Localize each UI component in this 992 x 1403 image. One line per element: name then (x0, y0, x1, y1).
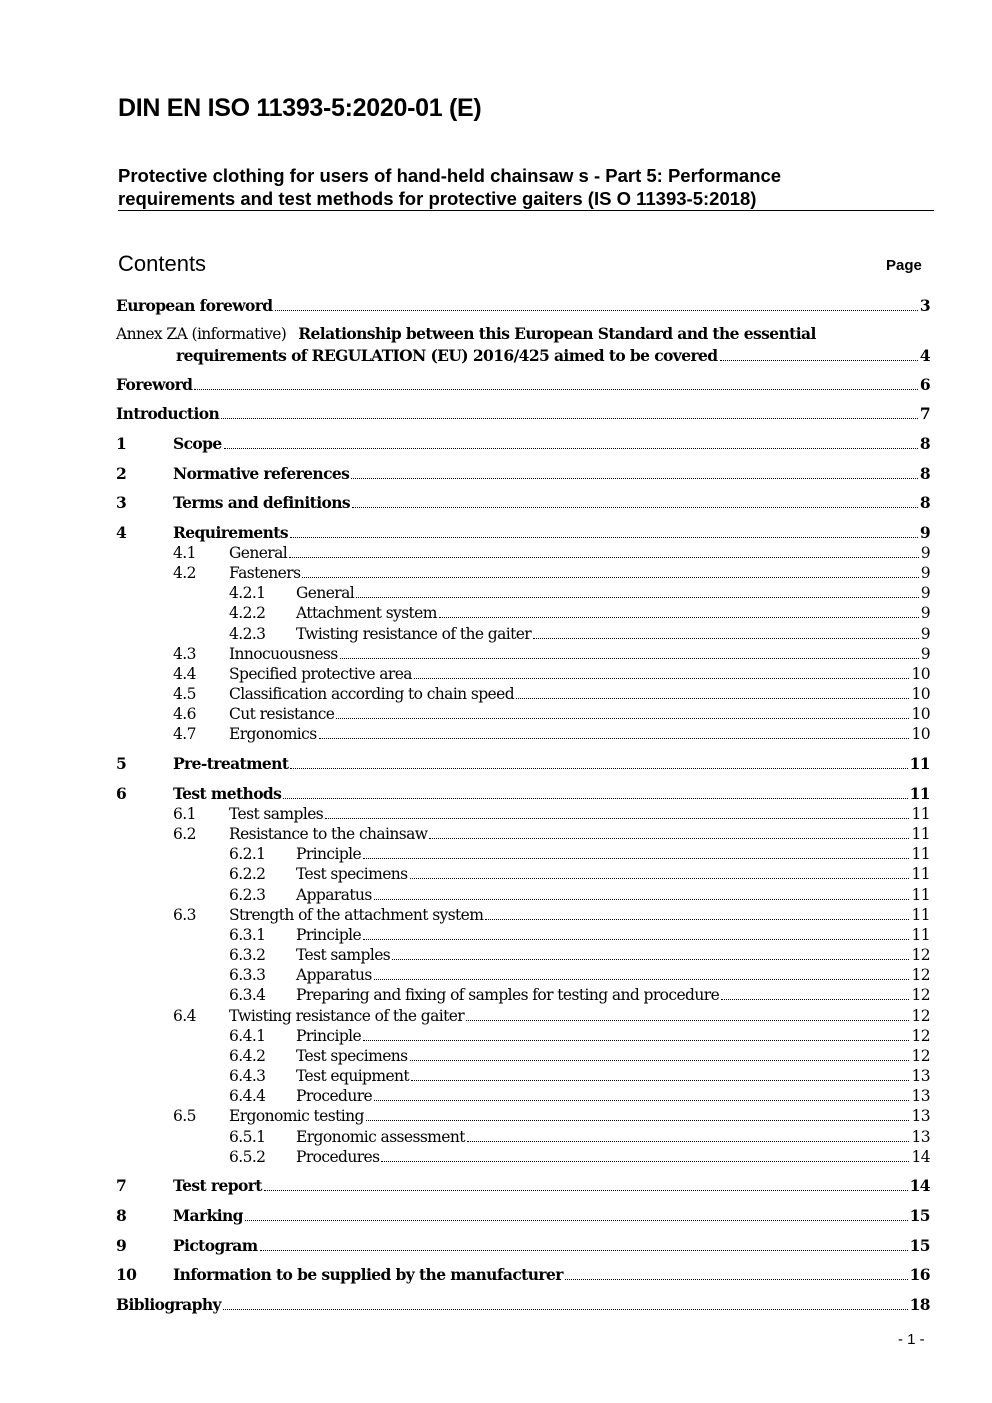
toc-entry-text: Pre-treatment (173, 754, 289, 773)
toc-entry-page: 11 (911, 805, 930, 823)
toc-leader-dots (245, 1219, 908, 1221)
toc-leader-dots (410, 1059, 910, 1061)
toc-leader-dots (466, 1019, 909, 1021)
toc-entry-number: 6.2.1 (229, 845, 266, 863)
toc-entry-number: 3 (116, 493, 127, 512)
contents-heading: Contents (118, 251, 207, 276)
toc-entry-page: 12 (911, 986, 930, 1004)
toc-leader-dots (221, 417, 918, 419)
toc-entry-text: European foreword (116, 296, 273, 315)
toc-leader-dots (410, 877, 910, 879)
toc-entry-text: Procedures (296, 1148, 380, 1166)
toc-entry-text: Normative references (173, 464, 350, 483)
toc-entry-text: Pictogram (173, 1236, 258, 1255)
annex-title-line-2: requirements of REGULATION (EU) 2016/425 aimed to be covered (176, 346, 718, 365)
toc-entry-text: Test equipment (296, 1067, 410, 1085)
toc-entry-page: 11 (909, 754, 930, 773)
toc-entry-text: Apparatus (296, 886, 372, 904)
toc-entry-number: 6.2.3 (229, 886, 266, 904)
toc-entry-number: 6.4.3 (229, 1067, 266, 1085)
toc-entry-page: 14 (911, 1148, 930, 1166)
toc-entry-text: Test report (173, 1176, 262, 1195)
toc-entry-page: 16 (909, 1265, 930, 1284)
toc-entry-number: 4.2.3 (229, 625, 266, 643)
toc-entry-4-2-2[interactable] (229, 602, 930, 624)
toc-leader-dots (439, 616, 919, 618)
toc-leader-dots (325, 817, 909, 819)
toc-entry-page: 8 (919, 434, 930, 453)
toc-entry-text: Requirements (173, 523, 288, 542)
toc-entry-number: 4 (116, 523, 127, 542)
toc-leader-dots (223, 1308, 908, 1310)
toc-entry-page: 8 (919, 464, 930, 483)
toc-entry-text: Strength of the attachment system (229, 906, 484, 924)
toc-entry-text: Ergonomic assessment (296, 1128, 465, 1146)
toc-entry-text: Scope (173, 434, 222, 453)
toc-entry-text: Test specimens (296, 1047, 408, 1065)
subtitle-line-1: Protective clothing for users of hand-held chainsaw s - Part 5: Performance (118, 165, 782, 186)
toc-entry-page: 12 (911, 1027, 930, 1045)
toc-entry-4-2[interactable] (173, 562, 930, 584)
toc-leader-dots (392, 958, 909, 960)
toc-entry-6-4-3[interactable] (229, 1065, 930, 1087)
toc-entry-6-3-2[interactable] (229, 944, 930, 966)
toc-entry-page: 12 (911, 966, 930, 984)
toc-entry-text: Twisting resistance of the gaiter (229, 1007, 465, 1025)
toc-entry-6-5[interactable] (173, 1105, 930, 1127)
toc-entry-introduction[interactable] (116, 403, 930, 425)
toc-entry-number: 4.7 (173, 725, 196, 743)
toc-entry-4-2-3[interactable] (229, 623, 930, 645)
toc-entry-number: 6.4.4 (229, 1087, 266, 1105)
toc-entry-text: Specified protective area (229, 665, 412, 683)
toc-entry-page: 15 (909, 1236, 930, 1255)
toc-entry-page: 3 (919, 296, 930, 315)
toc-entry-page: 11 (911, 825, 930, 843)
toc-entry-1[interactable] (116, 433, 930, 455)
toc-entry-6-2-2[interactable] (229, 863, 930, 885)
toc-entry-text: Test specimens (296, 865, 408, 883)
toc-entry-page: 9 (920, 584, 930, 602)
toc-entry-number: 6 (116, 784, 127, 803)
toc-entry-text: Marking (173, 1206, 243, 1225)
toc-entry-text: Twisting resistance of the gaiter (296, 625, 532, 643)
toc-entry-9[interactable] (116, 1235, 930, 1257)
toc-entry-page: 13 (911, 1087, 930, 1105)
toc-entry-text: Information to be supplied by the manufacturer (173, 1265, 563, 1284)
toc-leader-dots (290, 767, 907, 769)
toc-entry-number: 6.4 (173, 1007, 196, 1025)
toc-entry-page: 12 (911, 946, 930, 964)
toc-entry-text: Attachment system (296, 604, 437, 622)
toc-entry-text: General (229, 544, 288, 562)
toc-entry-text: Principle (296, 1027, 362, 1045)
toc-entry-6-5-1[interactable] (229, 1126, 930, 1148)
toc-leader-dots (720, 359, 918, 361)
toc-entry-10[interactable] (116, 1264, 930, 1286)
toc-entry-text: Principle (296, 926, 362, 944)
toc-entry-4-3[interactable] (173, 643, 930, 665)
toc-entry-number: 4.1 (173, 544, 196, 562)
toc-leader-dots (414, 677, 910, 679)
toc-entry-6-2-3[interactable] (229, 884, 930, 906)
toc-entry-text: Test samples (229, 805, 324, 823)
toc-entry-number: 6.3.4 (229, 986, 266, 1004)
toc-entry-number: 4.2.1 (229, 584, 266, 602)
toc-entry-6-3[interactable] (173, 904, 930, 926)
toc-entry-number: 4.6 (173, 705, 196, 723)
toc-entry-page: 13 (911, 1067, 930, 1085)
toc-entry-number: 6.3.3 (229, 966, 266, 984)
toc-leader-dots (411, 1079, 909, 1081)
toc-leader-dots (275, 309, 918, 311)
toc-leader-dots (533, 637, 919, 639)
toc-entry-text: Bibliography (116, 1295, 221, 1314)
toc-entry-number: 6.3.1 (229, 926, 266, 944)
toc-entry-page: 11 (911, 906, 930, 924)
toc-entry-text: Principle (296, 845, 362, 863)
toc-entry-page: 18 (909, 1295, 930, 1314)
toc-leader-dots (352, 506, 918, 508)
toc-entry-page: 15 (909, 1206, 930, 1225)
toc-entry-4-2-1[interactable] (229, 582, 930, 604)
toc-entry-number: 9 (116, 1236, 127, 1255)
page-number-footer: - 1 - (898, 1331, 925, 1348)
toc-entry-text: Apparatus (296, 966, 372, 984)
toc-entry-number: 6.3 (173, 906, 196, 924)
toc-leader-dots (485, 918, 909, 920)
toc-entry-6-2-1[interactable] (229, 843, 930, 865)
toc-entry-6-4-4[interactable] (229, 1085, 930, 1107)
toc-entry-page: 12 (911, 1047, 930, 1065)
toc-entry-3[interactable] (116, 492, 930, 514)
toc-entry-number: 10 (116, 1265, 137, 1284)
toc-entry-text: Procedure (296, 1087, 373, 1105)
toc-entry-text: Test samples (296, 946, 391, 964)
toc-entry-4-5[interactable] (173, 683, 930, 705)
page-column-heading: Page (886, 257, 922, 274)
toc-entry-text: Foreword (116, 375, 193, 394)
toc-leader-dots (336, 717, 909, 719)
toc-entry-page: 10 (911, 665, 930, 683)
toc-entry-number: 8 (116, 1206, 127, 1225)
toc-entry-number: 6.5.2 (229, 1148, 266, 1166)
subtitle-line-2: requirements and test methods for protective gaiters (IS O 11393-5:2018) (118, 188, 757, 209)
toc-entry-7[interactable] (116, 1175, 930, 1197)
toc-entry-text: Ergonomics (229, 725, 317, 743)
toc-entry-8[interactable] (116, 1205, 930, 1227)
toc-entry-2[interactable] (116, 463, 930, 485)
toc-entry-4-7[interactable] (173, 723, 930, 745)
toc-entry-page: 10 (911, 705, 930, 723)
toc-entry-foreword[interactable] (116, 374, 930, 396)
toc-leader-dots (264, 1189, 908, 1191)
toc-leader-dots (374, 978, 910, 980)
toc-entry-6-1[interactable] (173, 803, 930, 825)
toc-entry-4[interactable] (116, 522, 930, 544)
toc-leader-dots (224, 447, 918, 449)
toc-entry-number: 4.2 (173, 564, 196, 582)
toc-leader-dots (260, 1249, 908, 1251)
toc-entry-6-2[interactable] (173, 823, 930, 845)
toc-entry-page: 14 (909, 1176, 930, 1195)
toc-entry-6-4-2[interactable] (229, 1045, 930, 1067)
toc-entry-page: 10 (911, 725, 930, 743)
annex-label: Annex ZA (informative) (116, 325, 287, 343)
toc-entry-number: 2 (116, 464, 127, 483)
toc-entry-4-6[interactable] (173, 703, 930, 725)
toc-entry-number: 4.3 (173, 645, 196, 663)
toc-entry-page: 9 (920, 604, 930, 622)
toc-entry-page: 12 (911, 1007, 930, 1025)
toc-leader-dots (467, 1140, 910, 1142)
toc-leader-dots (381, 1160, 909, 1162)
toc-entry-number: 4.4 (173, 665, 196, 683)
toc-entry-number: 6.4.1 (229, 1027, 266, 1045)
toc-entry-page: 11 (911, 926, 930, 944)
toc-entry-bibliography[interactable] (116, 1294, 930, 1316)
toc-entry-number: 4.2.2 (229, 604, 266, 622)
toc-entry-4-1[interactable] (173, 542, 930, 564)
toc-entry-6-3-4[interactable] (229, 984, 930, 1006)
toc-entry-page: 9 (919, 523, 930, 542)
toc-entry-text: Cut resistance (229, 705, 335, 723)
toc-leader-dots (340, 657, 919, 659)
toc-entry-page: 13 (911, 1128, 930, 1146)
toc-leader-dots (374, 898, 910, 900)
toc-leader-dots (363, 938, 909, 940)
toc-entry-page: 7 (919, 404, 930, 423)
toc-entry-annex-za[interactable] (116, 323, 816, 345)
toc-leader-dots (721, 998, 909, 1000)
toc-entry-4-4[interactable] (173, 663, 930, 685)
toc-entry-number: 7 (116, 1176, 127, 1195)
toc-leader-dots (289, 556, 919, 558)
toc-leader-dots (356, 596, 919, 598)
toc-entry-number: 6.5 (173, 1107, 196, 1125)
toc-entry-page: 9 (920, 564, 930, 582)
toc-leader-dots (363, 857, 909, 859)
toc-leader-dots (302, 576, 918, 578)
toc-leader-dots (374, 1099, 909, 1101)
toc-entry-text: Introduction (116, 404, 220, 423)
toc-entry-page: 11 (909, 784, 930, 803)
toc-entry-page: 11 (911, 886, 930, 904)
toc-entry-6-4[interactable] (173, 1005, 930, 1027)
toc-entry-number: 1 (116, 434, 127, 453)
toc-entry-text: General (296, 584, 355, 602)
toc-entry-page: 9 (920, 645, 930, 663)
toc-entry-page: 11 (911, 845, 930, 863)
toc-entry-text: Ergonomic testing (229, 1107, 364, 1125)
toc-leader-dots (516, 697, 909, 699)
toc-entry-number: 6.2.2 (229, 865, 266, 883)
toc-leader-dots (363, 1039, 909, 1041)
toc-leader-dots (290, 536, 918, 538)
toc-entry-page: 8 (919, 493, 930, 512)
toc-leader-dots (429, 837, 909, 839)
toc-entry-annex-za-continued[interactable] (176, 345, 930, 367)
toc-entry-number: 5 (116, 754, 127, 773)
document-title: DIN EN ISO 11393-5:2020-01 (E) (118, 94, 482, 122)
toc-entry-page: 10 (911, 685, 930, 703)
toc-leader-dots (194, 388, 917, 390)
toc-entry-text: Resistance to the chainsaw (229, 825, 428, 843)
toc-entry-6-3-1[interactable] (229, 924, 930, 946)
toc-leader-dots (283, 797, 907, 799)
toc-leader-dots (366, 1119, 910, 1121)
toc-entry-page: 13 (911, 1107, 930, 1125)
toc-entry-text: Classification according to chain speed (229, 685, 515, 703)
toc-entry-page: 9 (920, 544, 930, 562)
toc-entry-page: 4 (919, 346, 930, 365)
toc-entry-6-5-2[interactable] (229, 1146, 930, 1168)
toc-entry-number: 6.2 (173, 825, 196, 843)
toc-entry-6-4-1[interactable] (229, 1025, 930, 1047)
toc-entry-page: 9 (920, 625, 930, 643)
toc-entry-text: Preparing and fixing of samples for testing and procedure (296, 986, 720, 1004)
toc-leader-dots (319, 737, 910, 739)
toc-leader-dots (565, 1278, 908, 1280)
annex-title-line-1: Relationship between this European Standard and the essential (298, 324, 816, 343)
toc-entry-6[interactable] (116, 783, 930, 805)
toc-entry-page: 6 (919, 375, 930, 394)
toc-entry-number: 6.1 (173, 805, 196, 823)
toc-entry-6-3-3[interactable] (229, 964, 930, 986)
toc-entry-text: Fasteners (229, 564, 301, 582)
toc-entry-5[interactable] (116, 753, 930, 775)
toc-entry-european-foreword[interactable] (116, 295, 930, 317)
toc-entry-text: Innocuousness (229, 645, 338, 663)
toc-entry-number: 4.5 (173, 685, 196, 703)
toc-entry-text: Terms and definitions (173, 493, 351, 512)
toc-entry-number: 6.5.1 (229, 1128, 266, 1146)
toc-entry-number: 6.3.2 (229, 946, 266, 964)
toc-entry-text: Test methods (173, 784, 282, 803)
toc-leader-dots (351, 477, 918, 479)
toc-entry-number: 6.4.2 (229, 1047, 266, 1065)
toc-entry-page: 11 (911, 865, 930, 883)
